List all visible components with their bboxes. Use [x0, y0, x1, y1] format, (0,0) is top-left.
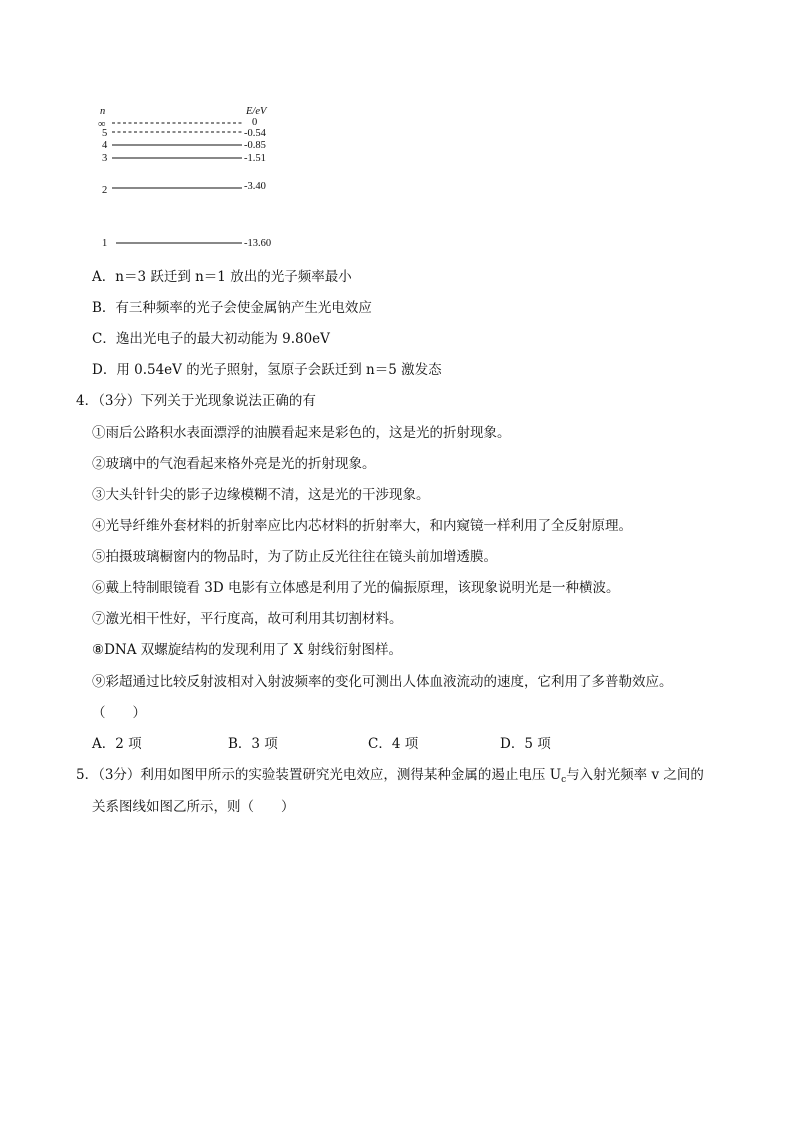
q4-statement-2: ②玻璃中的气泡看起来格外亮是光的折射现象。	[92, 456, 376, 472]
q4-choice-c: C．4 项	[368, 736, 419, 752]
level-energy-3: -1.51	[244, 153, 266, 164]
q5-stem-line-1	[76, 765, 704, 790]
q4-stem: 4．（3分）下列关于光现象说法正确的有	[76, 393, 316, 409]
level-n-1: 1	[102, 238, 108, 249]
q3-option-b: B．有三种频率的光子会使金属钠产生光电效应	[92, 300, 372, 316]
level-energy-5: -0.54	[244, 128, 266, 139]
q3-option-a: A．n＝3 跃迁到 n＝1 放出的光子频率最小	[92, 269, 352, 285]
q4-choice-b: B．3 项	[228, 736, 278, 752]
level-n-4: 4	[102, 140, 108, 151]
q5-stem-line-2: 关系图线如图乙所示，则（ ）	[92, 799, 295, 815]
q4-answer-blank: （ ）	[92, 705, 146, 721]
q4-statement-8: ⑧DNA 双螺旋结构的发现利用了 X 射线衍射图样。	[92, 642, 402, 658]
energy-level-svg	[96, 100, 286, 250]
energy-axis-label: E/eV	[246, 106, 267, 117]
q5-stem-subscript: c	[561, 775, 567, 785]
level-energy-infinity: 0	[252, 117, 258, 128]
q4-statement-3: ③大头针针尖的影子边缘模糊不清，这是光的干涉现象。	[92, 487, 430, 503]
q4-statement-4: ④光导纤维外套材料的折射率应比内芯材料的折射率大，和内窥镜一样利用了全反射原理。	[92, 518, 632, 534]
q4-choice-a: A．2 项	[92, 736, 142, 752]
q4-statement-1: ①雨后公路积水表面漂浮的油膜看起来是彩色的，这是光的折射现象。	[92, 425, 511, 441]
level-n-3: 3	[102, 153, 108, 164]
q3-option-d: D．用 0.54eV 的光子照射，氢原子会跃迁到 n＝5 激发态	[92, 362, 442, 378]
level-energy-2: -3.40	[244, 181, 266, 192]
q5-stem-part-1: 5．（3分）利用如图甲所示的实验装置研究光电效应，测得某种金属的遏止电压 U	[76, 767, 562, 783]
level-n-2: 2	[102, 185, 108, 196]
q4-statement-5: ⑤拍摄玻璃橱窗内的物品时，为了防止反光往往在镜头前加增透膜。	[92, 549, 497, 565]
q4-choice-d: D．5 项	[500, 736, 551, 752]
level-n-5: 5	[102, 128, 108, 139]
q4-statement-6: ⑥戴上特制眼镜看 3D 电影有立体感是利用了光的偏振原理，该现象说明光是一种横波。	[92, 580, 620, 596]
energy-level-diagram	[96, 100, 286, 250]
level-energy-4: -0.85	[244, 140, 266, 151]
q4-statement-7: ⑦激光相干性好，平行度高，故可利用其切割材料。	[92, 611, 403, 627]
n-axis-label: n	[100, 106, 106, 117]
q4-statement-9: ⑨彩超通过比较反射波相对入射波频率的变化可测出人体血液流动的速度，它利用了多普勒效应。	[92, 674, 673, 690]
q5-stem-part-2: 与入射光频率 v 之间的	[566, 767, 704, 783]
q3-option-c: C．逸出光电子的最大初动能为 9.80eV	[92, 331, 330, 347]
level-energy-1: -13.60	[244, 238, 272, 249]
level-n-infinity: ∞	[98, 119, 106, 130]
